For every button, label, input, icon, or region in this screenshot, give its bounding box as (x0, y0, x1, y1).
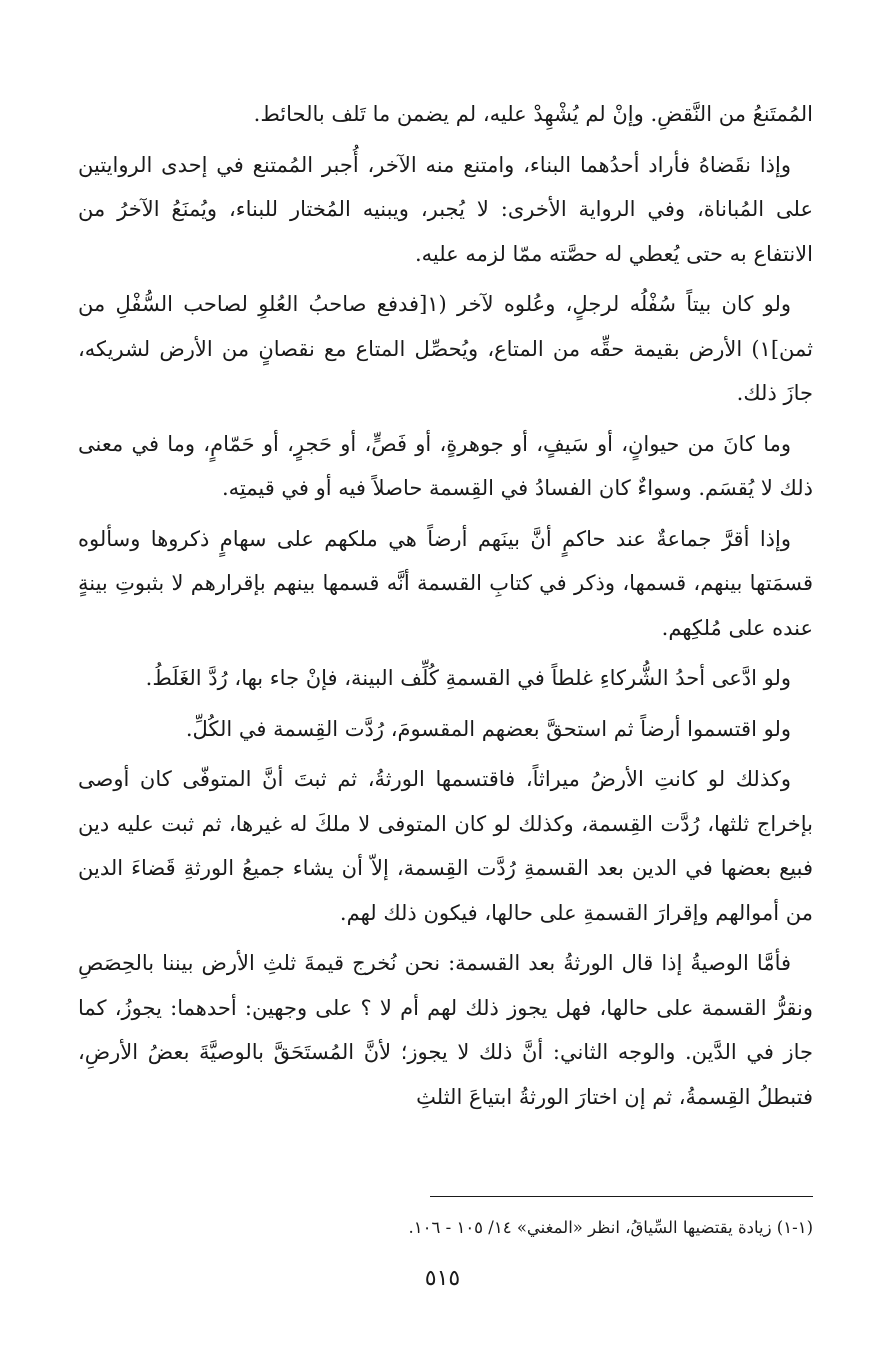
page-number: ٥١٥ (424, 1266, 461, 1291)
footnote: (١-١) زيادة يقتضيها السِّياقُ، انظر «المغني» ١٤/ ١٠٥ - ١٠٦. (408, 1218, 813, 1237)
paragraph-4: وما كانَ من حيوانٍ، أو سَيفٍ، أو جوهرةٍ، أو فَصٍّ، أو حَجرٍ، أو حَمّامٍ، وما في معنى ذلك لا يُقسَم. وسواءٌ كان الفسادُ في القِسمة حاصلاً فيه أو في قيمتِه. (78, 431, 813, 500)
main-text (78, 92, 813, 1125)
footnote-divider (430, 1196, 813, 1197)
paragraph-7: ولو اقتسموا أرضاً ثم استحقَّ بعضهم المقسومَ، رُدَّت القِسمة في الكُلِّ. (185, 716, 791, 741)
paragraph-3: ولو كان بيتاً سُفْلُه لرجلٍ، وعُلوه لآخر (١[فدفع صاحبُ العُلوِ لصاحب السُّفْلِ من ثمن]١) الأرض بقيمة حقِّه من المتاع، ويُحصِّل المتاع مع نقصانٍ من الأرض لشريكه، جازَ ذلك. (78, 292, 813, 405)
paragraph-9: فأمَّا الوصيةُ إذا قال الورثةُ بعد القسمة: نحن نُخرج قيمةَ ثلثِ الأرض بيننا بالحِصَصِ ونقرُّ القسمة على حالها، فهل يجوز ذلك لهم أم لا ؟ على وجهين: أحدهما: يجوزُ، كما جاز في الدَّين. والوجه الثاني: أنَّ ذلك لا يجوز؛ لأنَّ المُستَحَقَّ بالوصيَّةَ بعضُ الأرضِ، فتبطلُ القِسمةُ، ثم إن اختارَ الورثةُ ابتياعَ الثلثِ (78, 951, 813, 1109)
paragraph-2: وإذا نقَضاهُ فأراد أحدُهما البناء، وامتنع منه الآخر، أُجبر المُمتنع في إحدى الروايتين على المُباناة، وفي الرواية الأخرى: لا يُجبر، ويبنيه المُختار للبناء، ويُمنَعُ الآخرُ من الانتفاع به حتى يُعطي له حصَّته ممّا لزمه عليه. (78, 152, 813, 266)
paragraph-1: المُمتَنعُ من النَّقضِ. وإنْ لم يُشْهِدْ عليه، لم يضمن ما تَلف بالحائط. (253, 102, 813, 126)
paragraph-6: ولو ادَّعى أحدُ الشُّركاءِ غلطاً في القسمةِ كُلِّف البينة، فإنْ جاء بها، رُدَّ الغَلَطُ. (145, 666, 791, 690)
paragraph-5: وإذا أقرَّ جماعةٌ عند حاكمٍ أنَّ بينَهم أرضاً هي ملكهم على سهامٍ ذكروها وسألوه قسمَتها بينهم، قسمها، وذكر في كتابِ القسمة أنَّه قسمها بينهم بإقرارهم لا بثبوتِ بينةٍ عنده على مُلكِهم. (78, 526, 813, 640)
paragraph-8: وكذلك لو كانتِ الأرضُ ميراثاً، فاقتسمها الورثةُ، ثم ثبتَ أنَّ المتوفّى كان أوصى بإخراج ثلثها، رُدَّت القِسمة، وكذلك لو كان المتوفى لا ملكَ له غيرها، ثم ثبت عليه دين فبيع بعضها في الدين بعد القسمةِ رُدَّت القِسمة، إلاّ أن يشاء جميعُ الورثةِ قَضاءَ الدين من أموالهم وإقرارَ القسمةِ على حالها، فيكون ذلك لهم. (78, 767, 813, 925)
